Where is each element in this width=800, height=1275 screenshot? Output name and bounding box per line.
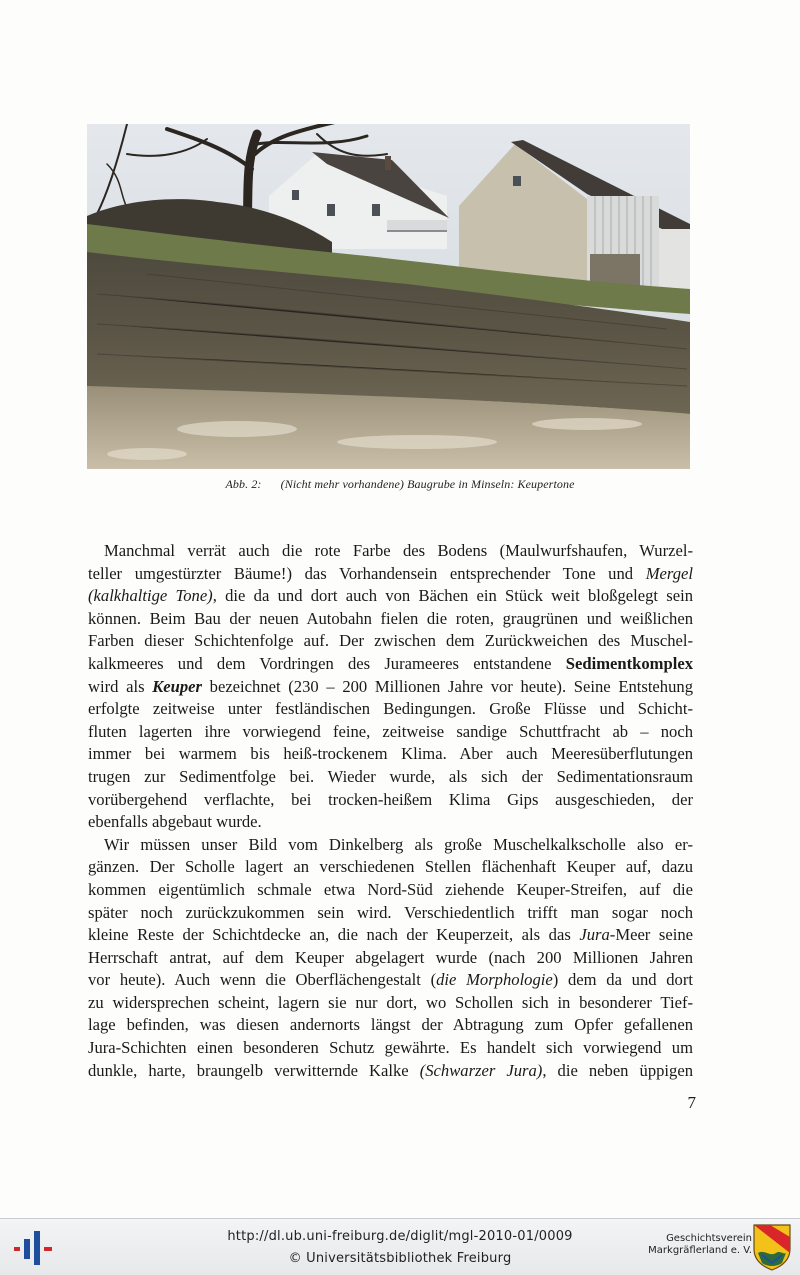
footer-url-link[interactable]: http://dl.ub.uni-freiburg.de/diglit/mgl-2010-01/0009 <box>227 1229 573 1244</box>
text-line: trugen zur Sedimentfolge bei. Wieder wurde, als sich der Sedimentationsraum <box>88 766 693 786</box>
body-text <box>88 540 693 1082</box>
italic-term: Mergel <box>645 563 693 583</box>
figure-caption <box>0 477 800 492</box>
society-name-line2: Markgräflerland e. V. <box>648 1245 752 1256</box>
photo-illustration <box>87 124 690 469</box>
text-line: Herrschaft antrat, auf dem Keuper abgelagert wurde (nach 200 Millionen Jahren <box>88 947 693 967</box>
text-line: können. Beim Bau der neuen Autobahn fielen die roten, graugrünen und weißlichen <box>88 608 693 628</box>
text-line: dunkle, harte, braungelb verwitternde Kalke (Schwarzer Jura), die neben üppigen <box>88 1060 693 1080</box>
text-line: Wir müssen unser Bild vom Dinkelberg als große Muschelkalkscholle also er- <box>104 834 693 854</box>
text-line: lage befinden, was diesen andernorts längst der Abtragung zum Opfer gefallenen <box>88 1015 693 1035</box>
text-line: kleine Reste der Schichtdecke an, die nach der Keuperzeit, als das Jura-Meer seine <box>88 925 693 945</box>
text-line: Jura-Schichten einen besonderen Schutz gewährte. Es handelt sich vorwiegend um <box>88 1038 693 1058</box>
italic-term: Jura <box>579 925 610 945</box>
text-line: Farben dieser Schichtenfolge auf. Der zwischen dem Zurückweichen des Muschel- <box>88 631 693 651</box>
italic-term: (Schwarzer Jura) <box>419 1060 543 1080</box>
society-name-line1: Geschichtsverein <box>666 1233 752 1244</box>
page-number: 7 <box>687 1093 696 1112</box>
figure-caption-text: (Nicht mehr vorhandene) Baugrube in Minseln: Keupertone <box>280 477 575 491</box>
text-line: wird als Keuper bezeichnet (230 – 200 Millionen Jahre vor heute). Seine Entstehung <box>88 676 693 696</box>
figure-photo-excavation <box>87 124 690 469</box>
footer-bar <box>0 1218 800 1275</box>
text-line: erfolgte zeitweise unter festländischen Bedingungen. Große Flüsse und Schicht- <box>88 699 693 719</box>
figure-label: Abb. 2: <box>225 477 262 491</box>
text-line: ebenfalls abgebaut wurde. <box>88 812 262 832</box>
italic-term: (kalkhaltige Tone) <box>88 586 213 606</box>
text-line: kalkmeeres und dem Vordringen des Jurameeres entstandene Sedimentkomplex <box>88 653 693 673</box>
italic-term: die Morphologie <box>436 970 553 990</box>
text-line: (kalkhaltige Tone), die da und dort auch von Bächen ein Stück weit bloßgelegt sein <box>88 586 694 606</box>
text-line: Manchmal verrät auch die rote Farbe des Bodens (Maulwurfshaufen, Wurzel- <box>104 541 693 560</box>
text-line: teller umgestürzter Bäume!) das Vorhandensein entsprechender Tone und Mergel <box>88 563 693 583</box>
bold-italic-term: Keuper <box>152 676 202 696</box>
bold-term: Sedimentkomplex <box>565 653 693 673</box>
text-line: kommen eigentümlich schmale etwa Nord-Süd ziehende Keuper-Streifen, auf die <box>88 879 693 899</box>
society-name <box>612 1233 752 1257</box>
text-line: später noch zurückzukommen sein wird. Verschiedentlich trifft man sogar noch <box>88 902 693 922</box>
text-line: immer bei warmem bis heiß-trockenem Klima. Aber auch Meeresüberflutungen <box>88 744 693 764</box>
text-line: vorübergehend verflachte, bei trocken-heißem Klima Gips ausgeschieden, der <box>88 789 693 809</box>
footer-copyright: © Universitätsbibliothek Freiburg <box>288 1251 512 1266</box>
text-line: fluten lagerten ihre vorwiegend feine, zeitweise sandige Schuttfracht ab – noch <box>88 721 693 741</box>
text-line: gänzen. Der Scholle lagert an verschiedenen Stellen flächenhaft Keuper auf, dazu <box>88 857 693 877</box>
society-crest-icon <box>752 1223 792 1271</box>
text-line: zu widersprechen scheint, lagern sie nur dort, wo Schollen sich in besonderer Tief- <box>88 992 693 1012</box>
text-line: vor heute). Auch wenn die Oberflächengestalt (die Morphologie) dem da und dort <box>88 970 693 990</box>
